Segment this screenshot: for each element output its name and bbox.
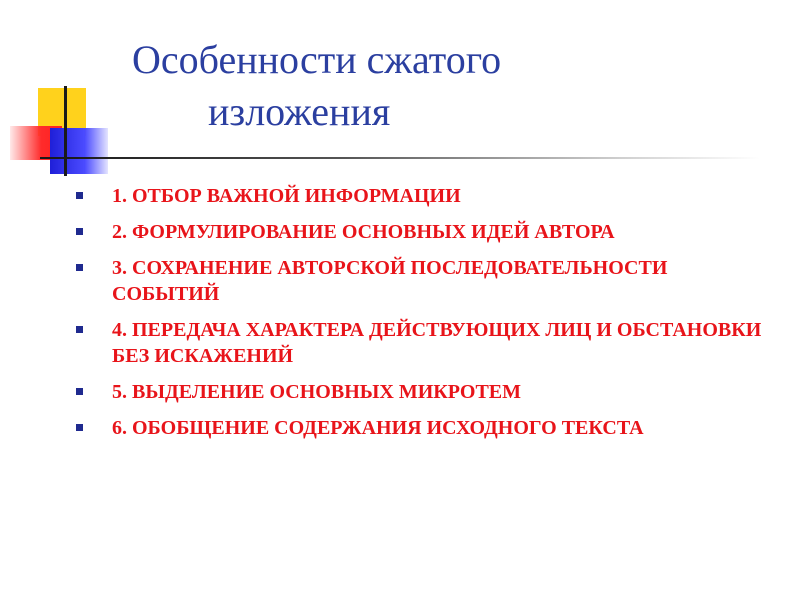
list-item-text: 6. ОБОБЩЕНИЕ СОДЕРЖАНИЯ ИСХОДНОГО ТЕКСТА bbox=[112, 417, 644, 439]
list-item-text: 2. ФОРМУЛИРОВАНИЕ ОСНОВНЫХ ИДЕЙ АВТОРА bbox=[112, 221, 615, 243]
list-item bbox=[72, 415, 762, 441]
bullet-list bbox=[72, 183, 762, 451]
slide-title-line-1: Особенности сжатого bbox=[132, 37, 502, 82]
list-item bbox=[72, 219, 762, 245]
list-item bbox=[72, 183, 762, 209]
square-bullet-icon bbox=[76, 192, 83, 199]
square-bullet-icon bbox=[76, 228, 83, 235]
list-item bbox=[72, 379, 762, 405]
square-bullet-icon bbox=[76, 326, 83, 333]
square-bullet-icon bbox=[76, 388, 83, 395]
square-bullet-icon bbox=[76, 264, 83, 271]
square-bullet-icon bbox=[76, 424, 83, 431]
list-item-text: 1. ОТБОР ВАЖНОЙ ИНФОРМАЦИИ bbox=[112, 185, 461, 207]
slide-title-line-2: изложения bbox=[208, 89, 391, 134]
slide-title bbox=[0, 34, 720, 138]
list-item bbox=[72, 317, 762, 369]
list-item-text: 3. СОХРАНЕНИЕ АВТОРСКОЙ ПОСЛЕДОВАТЕЛЬНОСТИ СОБЫТИЙ bbox=[112, 257, 668, 305]
title-underline-rule bbox=[66, 157, 760, 159]
list-item bbox=[72, 255, 762, 307]
list-item-text: 5. ВЫДЕЛЕНИЕ ОСНОВНЫХ МИКРОТЕМ bbox=[112, 381, 521, 403]
list-item-text: 4. ПЕРЕДАЧА ХАРАКТЕРА ДЕЙСТВУЮЩИХ ЛИЦ И ОБСТАНОВКИ БЕЗ ИСКАЖЕНИЙ bbox=[112, 319, 762, 367]
